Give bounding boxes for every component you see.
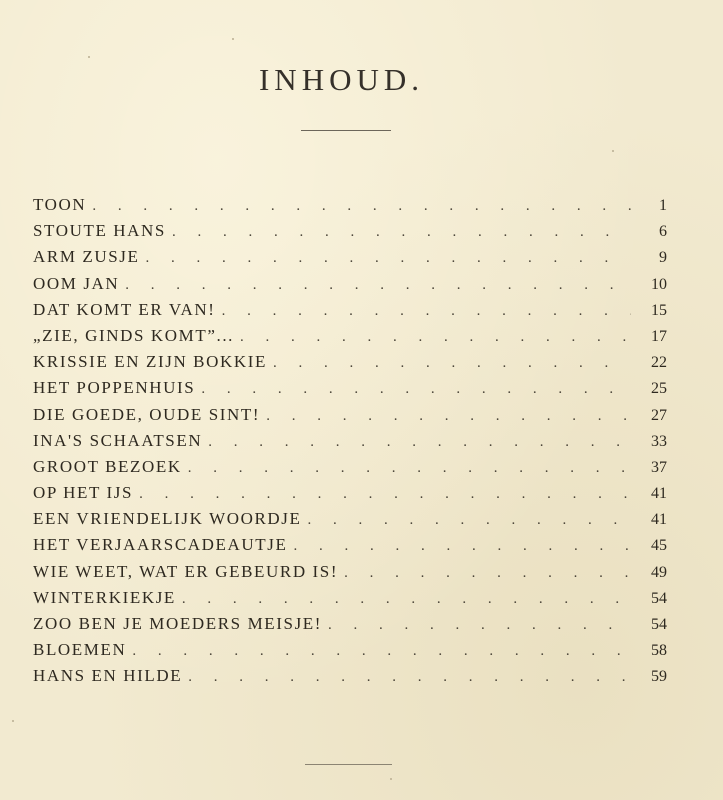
toc-entry-title: GROOT BEZOEK — [33, 456, 182, 476]
toc-entry-page-number: 54 — [651, 616, 667, 633]
paper-speck — [390, 778, 392, 780]
toc-entry — [33, 323, 667, 349]
toc-entry-title: „ZIE, GINDS KOMT”... — [33, 325, 235, 345]
toc-entry — [33, 637, 667, 663]
toc-entry-title: HET VERJAARSCADEAUTJE — [33, 535, 288, 555]
title-divider — [301, 130, 391, 131]
paper-speck — [232, 38, 234, 40]
toc-entry-page-number: 54 — [651, 589, 667, 607]
toc-entry-title: KRISSIE EN ZIJN BOKKIE — [33, 352, 267, 372]
toc-entry-title: BLOEMEN — [33, 640, 127, 660]
toc-entry — [33, 244, 667, 270]
toc-entry-title: STOUTE HANS — [33, 221, 166, 241]
toc-entry-page-number: 58 — [651, 642, 667, 660]
toc-leader-dots — [307, 507, 631, 533]
table-of-contents — [33, 192, 667, 690]
toc-leader-dots — [125, 272, 631, 298]
toc-entry-page-number: 9 — [659, 249, 667, 267]
toc-leader-dots — [266, 403, 631, 429]
toc-entry — [33, 611, 667, 637]
toc-entry-page-number: 1 — [659, 197, 667, 214]
toc-entry — [33, 532, 667, 558]
toc-entry-title: DAT KOMT ER VAN! — [33, 299, 216, 319]
toc-entry-title: EEN VRIENDELIJK WOORDJE — [33, 509, 302, 529]
toc-entry-title: WINTERKIEKJE — [33, 587, 176, 607]
toc-leader-dots — [240, 324, 631, 350]
toc-entry-title: HET POPPENHUIS — [33, 378, 196, 398]
toc-entry-page-number: 49 — [651, 563, 667, 581]
toc-leader-dots — [182, 586, 631, 612]
toc-entry-title: INA'S SCHAATSEN — [33, 430, 203, 450]
toc-entry-page-number: 15 — [651, 301, 667, 319]
toc-entry — [33, 559, 667, 585]
toc-entry-title: HANS EN HILDE — [33, 666, 183, 686]
toc-entry — [33, 663, 667, 689]
toc-entry-title: TOON — [33, 195, 87, 214]
toc-leader-dots — [188, 664, 631, 690]
toc-entry-page-number: 10 — [651, 275, 667, 293]
toc-entry-page-number: 41 — [651, 485, 667, 503]
toc-entry — [33, 271, 667, 297]
toc-leader-dots — [92, 193, 631, 219]
toc-leader-dots — [222, 298, 631, 324]
toc-leader-dots — [293, 533, 631, 559]
toc-leader-dots — [146, 245, 632, 271]
toc-entry-page-number: 22 — [651, 354, 667, 372]
toc-entry-title: ZOO BEN JE MOEDERS MEISJE! — [33, 614, 323, 633]
toc-entry — [33, 349, 667, 375]
toc-entry-page-number: 25 — [651, 380, 667, 398]
toc-entry — [33, 375, 667, 401]
toc-leader-dots — [344, 560, 631, 586]
toc-leader-dots — [188, 455, 631, 481]
toc-entry-page-number: 41 — [651, 511, 667, 529]
paper-speck — [612, 150, 614, 152]
toc-entry — [33, 297, 667, 323]
toc-entry — [33, 428, 667, 454]
toc-entry — [33, 192, 667, 218]
toc-entry — [33, 585, 667, 611]
toc-leader-dots — [201, 376, 631, 402]
toc-entry — [33, 480, 667, 506]
toc-entry — [33, 454, 667, 480]
toc-entry-page-number: 6 — [659, 223, 667, 241]
toc-entry — [33, 506, 667, 532]
toc-entry — [33, 402, 667, 428]
toc-entry-page-number: 17 — [651, 327, 667, 345]
toc-entry-page-number: 59 — [651, 668, 667, 686]
toc-entry-page-number: 27 — [651, 406, 667, 424]
toc-entry-title: DIE GOEDE, OUDE SINT! — [33, 404, 261, 424]
toc-entry-page-number: 37 — [651, 458, 667, 476]
paper-speck — [88, 56, 90, 58]
toc-entry-title: OP HET IJS — [33, 483, 134, 503]
toc-leader-dots — [208, 429, 631, 455]
toc-leader-dots — [139, 481, 631, 507]
toc-leader-dots — [172, 219, 631, 245]
toc-entry — [33, 218, 667, 244]
toc-entry-title: OOM JAN — [33, 273, 120, 293]
paper-speck — [12, 720, 14, 722]
toc-leader-dots — [273, 350, 631, 376]
toc-entry-title: ARM ZUSJE — [33, 247, 140, 267]
toc-leader-dots — [132, 638, 631, 664]
page-title: INHOUD. — [258, 62, 424, 97]
toc-entry-title: WIE WEET, WAT ER GEBEURD IS! — [33, 561, 339, 581]
toc-entry-page-number: 45 — [651, 537, 667, 555]
toc-leader-dots — [328, 612, 631, 638]
toc-entry-page-number: 33 — [651, 432, 667, 450]
footer-divider — [305, 764, 392, 765]
